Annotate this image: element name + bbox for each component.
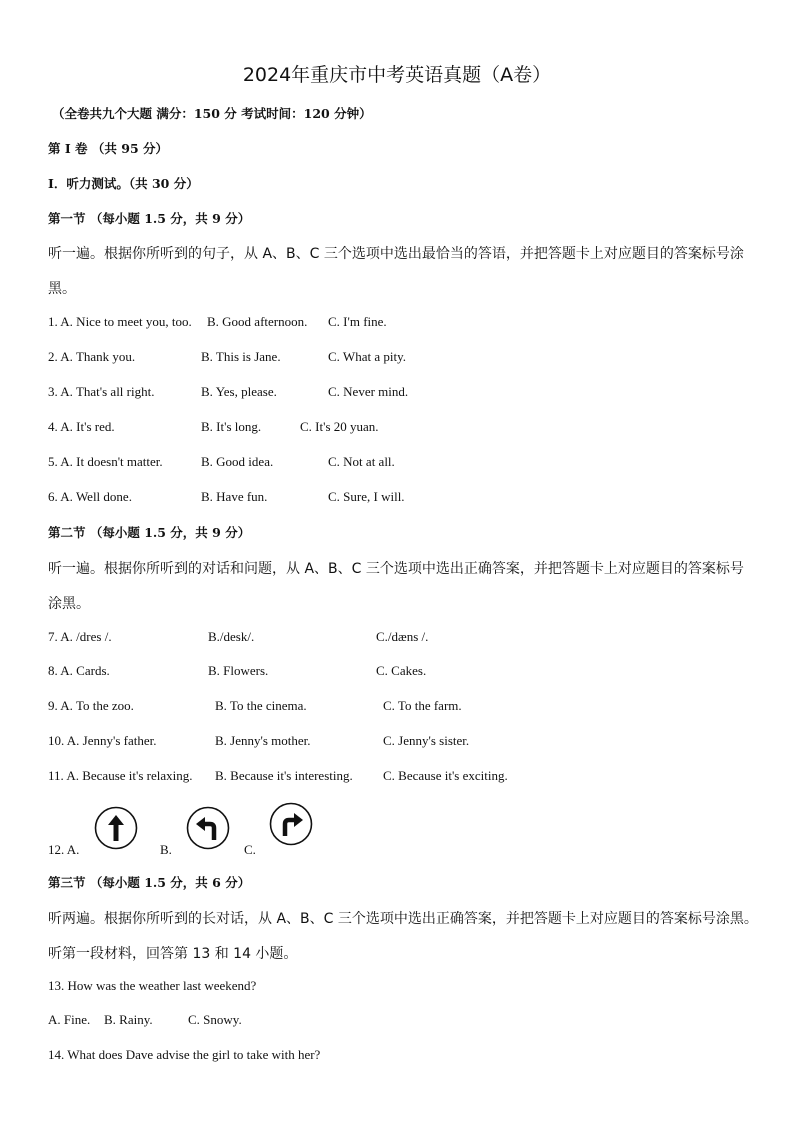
option-a: A. — [66, 842, 80, 857]
question-number: 6. — [48, 489, 58, 504]
section2-instruction-cont: 涂黑。 — [48, 596, 90, 612]
option-b: B. Because it's interesting. — [215, 768, 353, 783]
question-4 — [48, 419, 115, 435]
option-c: C./dæns /. — [376, 629, 429, 644]
section1-instruction: 听一遍。根据你所听到的句子，从 A、B、C 三个选项中选出最恰当的答语，并把答题卡上对应题目的答案标号涂 — [48, 246, 744, 262]
question-number: 12. — [48, 842, 65, 857]
option-c: C. Cakes. — [376, 663, 427, 678]
section1-heading: 第一节 （每小题 1.5 分，共 9 分） — [48, 211, 251, 226]
option-b: B. — [160, 842, 172, 857]
question-3 — [48, 384, 154, 400]
option-b: B. Flowers. — [208, 663, 269, 678]
section3-instruction: 听两遍。根据你所听到的长对话，从 A、B、C 三个选项中选出正确答案，并把答题卡上对应题目的答案标号涂黑。 — [48, 911, 758, 927]
arrow-turn-left-icon — [186, 806, 230, 850]
question-1 — [48, 314, 192, 330]
option-b: B. Yes, please. — [201, 384, 277, 399]
question-14: 14. What does Dave advise the girl to take with her? — [48, 1047, 321, 1062]
option-c: C. Never mind. — [328, 384, 409, 399]
option-c: C. Snowy. — [188, 1012, 242, 1027]
part-heading: 第 I 卷 （共 95 分） — [48, 141, 169, 156]
option-a: A. To the zoo. — [60, 698, 134, 713]
question-6 — [48, 489, 132, 505]
option-c: C. It's 20 yuan. — [300, 419, 379, 434]
question-number: 10. — [48, 733, 65, 748]
option-b: B. It's long. — [201, 419, 262, 434]
material-note: 听第一段材料，回答第 13 和 14 小题。 — [48, 946, 298, 962]
option-a: A. Thank you. — [60, 349, 136, 364]
question-7 — [48, 629, 112, 645]
section2-heading: 第二节 （每小题 1.5 分，共 9 分） — [48, 525, 251, 540]
section3-heading: 第三节 （每小题 1.5 分，共 6 分） — [48, 875, 251, 890]
option-b: B./desk/. — [208, 629, 255, 644]
option-a: A. Cards. — [60, 663, 110, 678]
question-number: 9. — [48, 698, 58, 713]
option-b: B. To the cinema. — [215, 698, 307, 713]
page-title: 2024年重庆市中考英语真题（A卷） — [242, 64, 552, 86]
option-a: A. Nice to meet you, too. — [60, 314, 192, 329]
option-a: A. Well done. — [60, 489, 132, 504]
question-12 — [48, 842, 79, 858]
option-a: A. Fine. — [48, 1012, 91, 1027]
question-number: 4. — [48, 419, 58, 434]
option-c: C. I'm fine. — [328, 314, 387, 329]
option-a: A. It doesn't matter. — [60, 454, 163, 469]
question-number: 11. — [48, 768, 64, 783]
option-c: C. Because it's exciting. — [383, 768, 508, 783]
question-number: 3. — [48, 384, 58, 399]
question-13: 13. How was the weather last weekend? — [48, 978, 257, 993]
question-number: 8. — [48, 663, 58, 678]
question-10 — [48, 733, 157, 749]
option-b: B. Good afternoon. — [207, 314, 308, 329]
option-b: B. This is Jane. — [201, 349, 281, 364]
exam-info: （全卷共九个大题 满分：150 分 考试时间：120 分钟） — [52, 106, 372, 121]
option-b: B. Rainy. — [104, 1012, 153, 1027]
option-b: B. Have fun. — [201, 489, 268, 504]
option-c: C. What a pity. — [328, 349, 406, 364]
section1-instruction-cont: 黑。 — [48, 281, 76, 297]
section-i-heading: I．听力测试。（共 30 分） — [48, 176, 199, 191]
question-2 — [48, 349, 135, 365]
option-c: C. Sure, I will. — [328, 489, 405, 504]
question-8 — [48, 663, 110, 679]
arrow-turn-right-icon — [269, 802, 313, 846]
question-9 — [48, 698, 134, 714]
question-11 — [48, 768, 193, 784]
option-c: C. — [244, 842, 256, 857]
option-a: A. It's red. — [60, 419, 115, 434]
question-number: 2. — [48, 349, 58, 364]
option-a: A. That's all right. — [60, 384, 155, 399]
question-number: 7. — [48, 629, 58, 644]
option-c: C. Not at all. — [328, 454, 395, 469]
section2-instruction: 听一遍。根据你所听到的对话和问题，从 A、B、C 三个选项中选出正确答案，并把答题卡上对应题目的答案标号 — [48, 561, 744, 577]
option-a: A. /dres /. — [60, 629, 112, 644]
question-number: 5. — [48, 454, 58, 469]
question-5 — [48, 454, 163, 470]
option-c: C. Jenny's sister. — [383, 733, 470, 748]
arrow-straight-up-icon — [94, 806, 138, 850]
option-b: B. Good idea. — [201, 454, 274, 469]
option-a: A. Jenny's father. — [66, 733, 157, 748]
option-b: B. Jenny's mother. — [215, 733, 311, 748]
question-number: 1. — [48, 314, 58, 329]
option-a: A. Because it's relaxing. — [66, 768, 193, 783]
option-c: C. To the farm. — [383, 698, 462, 713]
